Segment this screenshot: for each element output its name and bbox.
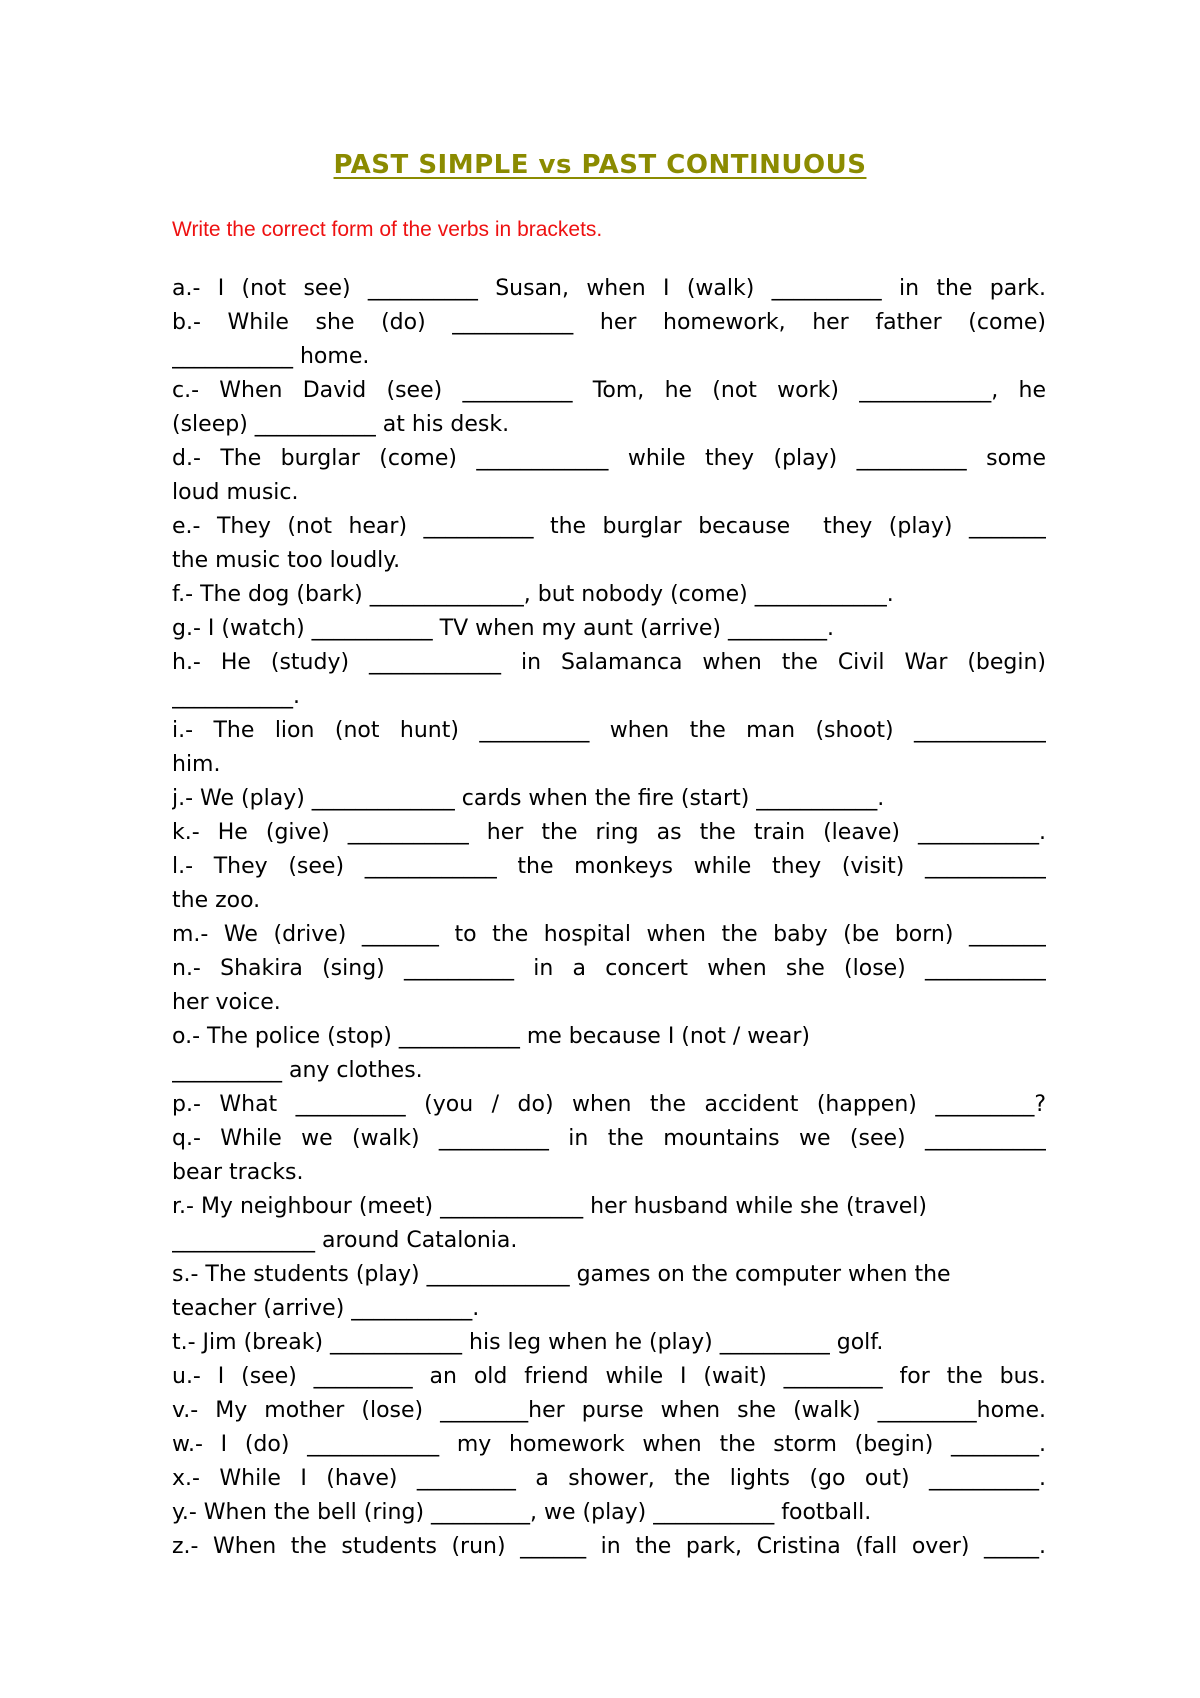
exercise-line: b.- While she (do) ___________ her homework, her father (come) xyxy=(172,310,1046,335)
exercise-line: d.- The burglar (come) ____________ while they (play) __________ some xyxy=(172,446,1046,471)
exercise-line: x.- While I (have) _________ a shower, the lights (go out) __________. xyxy=(172,1466,1046,1491)
exercise-line: r.- My neighbour (meet) _____________ her husband while she (travel) xyxy=(172,1194,927,1219)
page-title: PAST SIMPLE vs PAST CONTINUOUS xyxy=(333,150,867,180)
exercise-line: q.- While we (walk) __________ in the mountains we (see) ___________ xyxy=(172,1126,1046,1151)
exercise-line: c.- When David (see) __________ Tom, he (not work) ____________, he xyxy=(172,378,1046,403)
exercise-line: ___________ home. xyxy=(172,344,370,369)
exercise-line: loud music. xyxy=(172,480,299,505)
exercise-line: i.- The lion (not hunt) __________ when the man (shoot) ____________ xyxy=(172,718,1046,743)
exercise-line: _____________ around Catalonia. xyxy=(172,1228,518,1253)
exercise-line: l.- They (see) ____________ the monkeys while they (visit) ___________ xyxy=(172,854,1046,879)
exercise-line: v.- My mother (lose) ________her purse when she (walk) _________home. xyxy=(172,1398,1046,1423)
exercise-line: (sleep) ___________ at his desk. xyxy=(172,412,510,437)
exercise-line: m.- We (drive) _______ to the hospital when the baby (be born) _______ xyxy=(172,922,1046,947)
exercise-line: p.- What __________ (you / do) when the accident (happen) _________? xyxy=(172,1092,1046,1117)
exercise-line: f.- The dog (bark) ______________, but nobody (come) ____________. xyxy=(172,582,894,607)
exercise-line: g.- I (watch) ___________ TV when my aunt (arrive) _________. xyxy=(172,616,834,641)
exercise-line: z.- When the students (run) ______ in the park, Cristina (fall over) _____. xyxy=(172,1534,1046,1559)
instruction-text: Write the correct form of the verbs in brackets. xyxy=(172,218,603,241)
exercise-line: the zoo. xyxy=(172,888,261,913)
exercise-line: y.- When the bell (ring) _________, we (play) ___________ football. xyxy=(172,1500,872,1525)
exercise-line: him. xyxy=(172,752,221,777)
exercise-line: e.- They (not hear) __________ the burglar because they (play) _______ xyxy=(172,514,1046,539)
exercise-line: s.- The students (play) _____________ games on the computer when the xyxy=(172,1262,951,1287)
exercise-line: o.- The police (stop) ___________ me because I (not / wear) xyxy=(172,1024,810,1049)
exercise-line: __________ any clothes. xyxy=(172,1058,423,1083)
exercise-line: w.- I (do) ____________ my homework when the storm (begin) ________. xyxy=(172,1432,1046,1457)
exercise-line: the music too loudly. xyxy=(172,548,401,573)
exercise-line: u.- I (see) _________ an old friend while I (wait) _________ for the bus. xyxy=(172,1364,1046,1389)
exercise-line: k.- He (give) ___________ her the ring as the train (leave) ___________. xyxy=(172,820,1046,845)
exercise-line: h.- He (study) ____________ in Salamanca when the Civil War (begin) xyxy=(172,650,1046,675)
exercise-line: ___________. xyxy=(172,684,300,709)
exercise-line: bear tracks. xyxy=(172,1160,304,1185)
exercise-list xyxy=(172,272,1046,1564)
exercise-line: n.- Shakira (sing) __________ in a concert when she (lose) ___________ xyxy=(172,956,1046,981)
exercise-line: j.- We (play) _____________ cards when the fire (start) ___________. xyxy=(172,786,885,811)
exercise-line: a.- I (not see) __________ Susan, when I (walk) __________ in the park. xyxy=(172,276,1046,301)
exercise-line: teacher (arrive) ___________. xyxy=(172,1296,480,1321)
exercise-line: t.- Jim (break) ____________ his leg when he (play) __________ golf. xyxy=(172,1330,884,1355)
exercise-line: her voice. xyxy=(172,990,281,1015)
